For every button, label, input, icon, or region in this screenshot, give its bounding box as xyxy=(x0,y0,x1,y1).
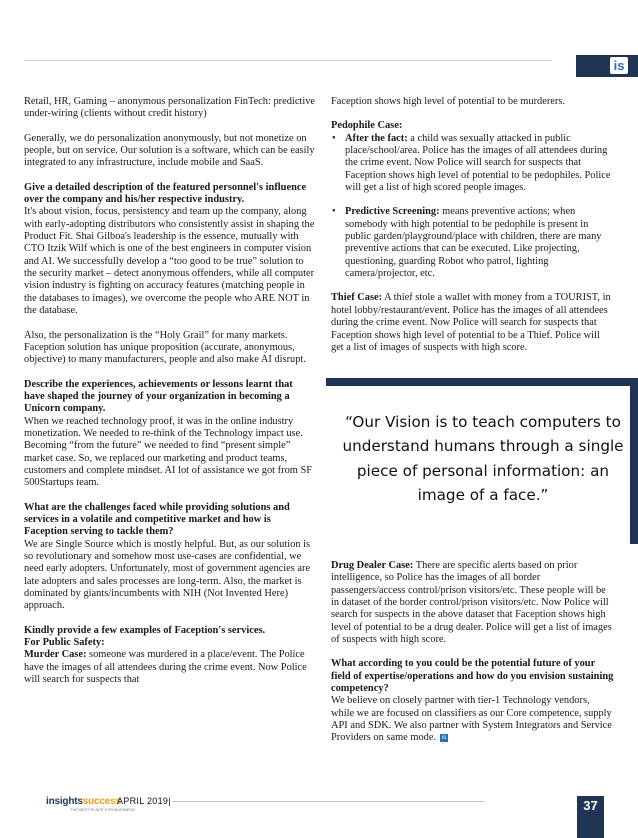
answer-text: We are Single Source which is mostly helpful. But, as our solution is so revolutionary and somehow most use-cases are confidential, we need early adopters. Unfortunately, most of government agencies are late adopters and sales processes are long-term. Also, the market is dominated by giants/incumbents with NIH (Not Invented Here) approach. xyxy=(24,538,311,612)
brand-name-accent: success xyxy=(82,796,121,807)
question-heading: What are the challenges faced while providing solutions and services in a volatile and competitive market and how is Faception serving to tackle them? xyxy=(24,501,290,538)
qa-block-experiences xyxy=(24,379,316,490)
list-item xyxy=(331,133,615,195)
pedophile-case-heading: Pedophile Case: xyxy=(331,120,403,132)
qa-block-future xyxy=(331,658,615,744)
question-heading: Describe the experiences, achievements or lessons learnt that have shaped the journey of your organization in becoming a Unicorn company. xyxy=(24,378,293,415)
subheading-public-safety: For Public Safety: xyxy=(24,637,105,649)
bullet-label: Predictive Screening: xyxy=(345,206,440,218)
bullet-text: means preventive actions; when somebody with high potential to be pedophile is present in public garden/playground/place with children, there are many preventive actions that can be executed. Like projecting, questioning, guarding Robot who patrol, lighting camera/projector, etc. xyxy=(345,206,602,280)
question-heading: What according to you could be the potential future of your field of expertise/operations and how do you envision sustaining competency? xyxy=(331,658,614,695)
question-heading: Kindly provide a few examples of Faception's services. xyxy=(24,624,266,636)
right-column-top xyxy=(331,96,615,366)
paragraph-murderers: Faception shows high level of potential to be murderers. xyxy=(331,96,566,107)
thief-case xyxy=(331,292,615,354)
qa-block-examples xyxy=(24,625,316,687)
list-item xyxy=(331,206,615,280)
magazine-logo: is xyxy=(610,57,628,74)
thief-case-label: Thief Case: xyxy=(331,292,383,304)
drug-dealer-text: There are specific alerts based on prior intelligence, so Police has the images of all border passengers/access control/prison visitors/etc. These people will be in dataset of the border control/prison visitors/etc. Now Police will search for suspects in the above dataset that Faception shows high level of potential to be a drug dealer. Police will get a list of images of suspects with high score. xyxy=(331,560,612,646)
brand-tagline: THE BEST PLACE FOR BUSINESS xyxy=(70,807,135,812)
drug-dealer-case xyxy=(331,560,615,646)
page-footer xyxy=(0,796,638,838)
top-rule xyxy=(24,60,552,61)
end-of-article-icon: is xyxy=(441,735,447,742)
right-column-bottom xyxy=(331,560,615,757)
drug-dealer-label: Drug Dealer Case: xyxy=(331,560,414,571)
brand-logo xyxy=(46,796,121,807)
brand-name-part: insights xyxy=(46,796,83,807)
quote-frame-top-bar xyxy=(326,378,638,386)
answer-text: We believe on closely partner with tier-1 Technology vendors, while we are focused on classifiers as our Core competence, supply API and SDK. We also partner with System Integrators and Service Providers on same mode. xyxy=(331,695,612,744)
paragraph-personalization: Generally, we do personalization anonymously, but not monetize on people, but on service. Our solution is a software, which can be easily integrated to any infrastructure, include mobile and SaaS. xyxy=(24,132,315,169)
murder-case-text: someone was murdered in a place/event. The Police have the images of all attendees during the crime event. Now Police will search for suspects that xyxy=(24,649,307,686)
page-number: 37 xyxy=(577,796,604,838)
left-column xyxy=(24,96,316,698)
bullet-text: a child was sexually attacked in public place/school/area. Police has the images of all attendees during the crime event. Now Police will search for suspects that Faception shows high level of potential to be pedophiles. Police will get a list of high scored people images. xyxy=(345,132,611,194)
quote-frame-side-bar xyxy=(630,378,638,544)
answer-text: It's about vision, focus, persistency and team up the company, along with early-adopting distributors who consistently assist in shaping the Product Fit. Shai Gilboa's leadership is the essence, mutually with CTO Itzik Wilf which is one of the best engineers in computer vision and AI. We successfully develop a “too good to be true” solution to the security market – detect anonymous offenders, while all computer vision industry is fighting on accuracy features (matching people in the databases to images), we overcome the people who ARE NOT in the database. xyxy=(24,206,315,317)
question-heading: Give a detailed description of the featured personnel's influence over the company and his/her respective industry. xyxy=(24,181,307,206)
paragraph-holy-grail: Also, the personalization is the “Holy Grail” for many markets. Faception solution has unique proposition (accurate, anonymous, objective) to many manufacturers, people and also make AI disrupt. xyxy=(24,329,306,366)
pull-quote-text: “Our Vision is to teach computers to understand humans through a single piece of personal information: an image of a face.” xyxy=(342,413,624,505)
answer-text: When we reached technology proof, it was in the online industry monetization. We needed to re-think of the Technology impact use. Becoming “from the future” we needed to find “present simple” market case. So, we replaced our marketing and product teams, customers and complete mindset. AI lot of assistance we got from SF 500Startups team. xyxy=(24,415,312,489)
bullet-label: After the fact: xyxy=(345,132,408,144)
top-badge xyxy=(576,55,638,77)
paragraph-sectors: Retail, HR, Gaming – anonymous personalization FinTech: predictive under-wiring (clients without credit history) xyxy=(24,96,316,120)
thief-case-text: A thief stole a wallet with money from a TOURIST, in hotel lobby/restaurant/event. Police has the images of all attendees during the crime event. Now Police will search for suspects that Faception shows high level of potential to be a Thief. Police will get a list of images of suspects with high score. xyxy=(331,292,611,353)
murder-case-label: Murder Case: xyxy=(24,649,87,661)
pedophile-case-list xyxy=(331,133,615,281)
issue-date: APRIL 2019| xyxy=(117,796,171,806)
footer-rule xyxy=(172,801,484,802)
pull-quote xyxy=(326,378,638,544)
qa-block-challenges xyxy=(24,502,316,613)
qa-block-leadership xyxy=(24,182,316,318)
